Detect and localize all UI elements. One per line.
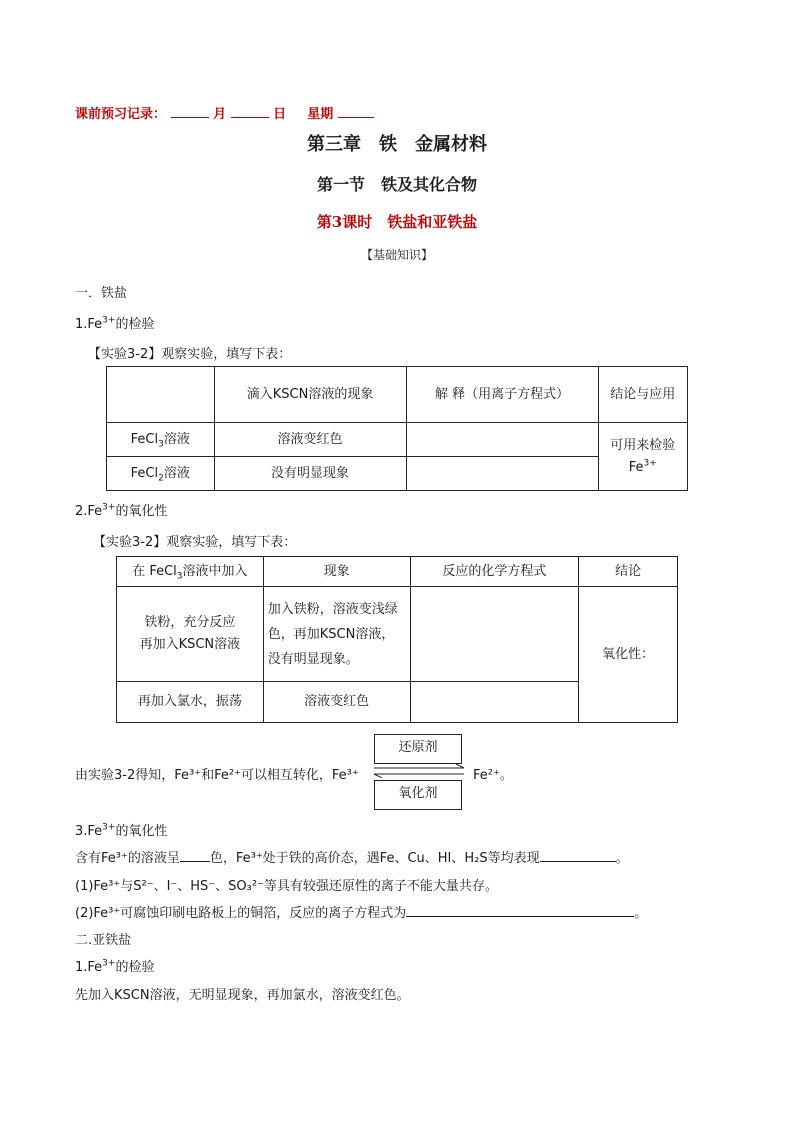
table2-phenomenon-chlorine: 溶液变红色: [263, 682, 410, 723]
section3-heading: $3.Fe^{3+}$的氧化性: [75, 822, 168, 839]
equilibrium-arrows-icon: [372, 764, 468, 778]
table1-header-empty: [107, 367, 215, 423]
chapter-title: 第三章 铁 金属材料: [307, 134, 487, 155]
conversion-right: Fe²⁺。: [473, 768, 513, 783]
week-blank[interactable]: [338, 103, 374, 118]
table2-equation-iron[interactable]: [410, 587, 579, 682]
table-row: [117, 587, 678, 682]
color-blank[interactable]: [180, 847, 210, 862]
table1-conclusion: 可用来检验 $Fe^{3+}$: [598, 423, 687, 491]
oxidizer-box: 氧化剂: [374, 780, 462, 810]
table-fe3-test: [106, 366, 688, 491]
section-title: 第一节 铁及其化合物: [316, 175, 477, 194]
section1-title: 的检验: [115, 317, 155, 332]
table1-explanation-fecl2[interactable]: [406, 457, 598, 491]
part1-heading: 一．铁盐: [75, 286, 128, 301]
table1-header-phenomenon: 滴入KSCN溶液的现象: [214, 367, 406, 423]
table1-reagent-fecl2: FeCl$_2$溶液: [107, 457, 215, 491]
equation-blank[interactable]: [406, 902, 634, 917]
table-fe3-oxidation: [116, 556, 678, 723]
table1-reagent-fecl3: FeCl$_3$溶液: [107, 423, 215, 457]
month-blank[interactable]: [171, 103, 209, 118]
table2-header-conclusion: 结论: [579, 557, 678, 587]
table-row: [107, 423, 688, 457]
section2-heading: $2.Fe^{3+}$的氧化性: [75, 502, 168, 519]
table1-header-conclusion: 结论与应用: [598, 367, 687, 423]
reducer-box: 还原剂: [374, 734, 462, 764]
part2-section1-text: 先加入KSCN溶液，无明显现象，再加氯水，溶液变红色。: [75, 988, 410, 1003]
table1-phenomenon-fecl3: 溶液变红色: [214, 423, 406, 457]
table2-header-phenomenon: 现象: [263, 557, 410, 587]
table2-phenomenon-iron: 加入铁粉，溶液变浅绿 色，再加KSCN溶液， 没有明显现象。: [263, 587, 410, 682]
table2-equation-chlorine[interactable]: [410, 682, 579, 723]
record-month: 月: [213, 107, 227, 122]
conversion-text: 由实验3-2得知，Fe³⁺和Fe²⁺可以相互转化，Fe³⁺: [75, 768, 359, 783]
preview-record: [75, 103, 374, 122]
part2-section1-heading: $1.Fe^{3+}$的检验: [75, 958, 155, 975]
section3-title: 的氧化性: [115, 824, 168, 839]
section3-line2: (1)Fe³⁺与S²⁻、I⁻、HS⁻、SO₃²⁻等具有较强还原性的离子不能大量共存。: [75, 879, 498, 894]
day-blank[interactable]: [231, 103, 269, 118]
table1-header-explanation: 解 释（用离子方程式）: [406, 367, 598, 423]
table2-add-iron: 铁粉，充分反应 再加入KSCN溶液: [117, 587, 264, 682]
property-blank[interactable]: [540, 847, 616, 862]
lesson-title: 第3课时 铁盐和亚铁盐: [316, 213, 478, 231]
section2-title: 的氧化性: [115, 504, 168, 519]
table1-explanation-fecl3[interactable]: [406, 423, 598, 457]
section1-heading: $1.Fe^{3+}$的检验: [75, 315, 155, 332]
table2-header-added: 在 FeCl$_3$溶液中加入: [117, 557, 264, 587]
section3-line1: 含有Fe³⁺的溶液呈 色，Fe³⁺处于铁的高价态，遇Fe、Cu、HI、H₂S等均表现 。: [75, 847, 629, 866]
table2-add-chlorine: 再加入氯水，振荡: [117, 682, 264, 723]
record-week: 星期: [307, 107, 334, 122]
basic-knowledge-label: 【基础知识】: [360, 248, 433, 262]
table2-header-equation: 反应的化学方程式: [410, 557, 579, 587]
part2-section1-title: 的检验: [115, 960, 155, 975]
part2-heading: 二.亚铁盐: [75, 933, 132, 948]
record-day: 日: [273, 107, 287, 122]
experiment1-intro: 【实验3-2】观察实验，填写下表：: [88, 347, 292, 362]
table1-phenomenon-fecl2: 没有明显现象: [214, 457, 406, 491]
section3-line3: (2)Fe³⁺可腐蚀印刷电路板上的铜箔，反应的离子方程式为 。: [75, 902, 647, 921]
record-prefix: 课前预习记录：: [75, 107, 167, 122]
experiment2-intro: 【实验3-2】观察实验，填写下表：: [93, 535, 297, 550]
table2-conclusion: 氧化性：: [579, 587, 678, 723]
